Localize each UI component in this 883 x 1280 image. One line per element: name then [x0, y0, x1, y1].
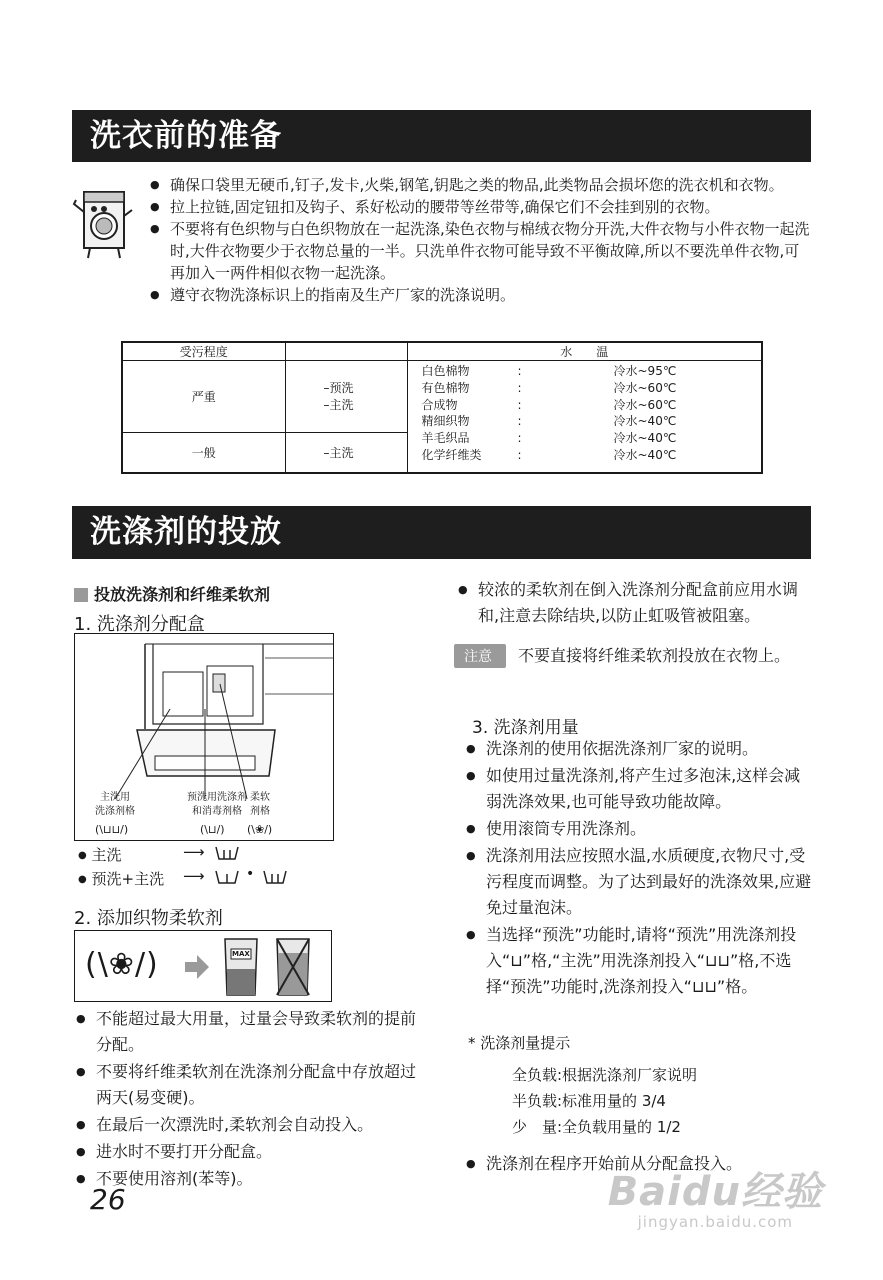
section-title: 洗衣前的准备 — [90, 118, 282, 154]
softener-dilute-list — [458, 577, 813, 630]
baidu-watermark — [608, 1160, 823, 1231]
main-wash-tray-icon — [214, 845, 240, 861]
label-main-wash-compartment: 主洗用 洗涤剂格 — [95, 792, 135, 817]
dispenser-drawer-figure — [74, 633, 334, 841]
fabric-temp: 冷水~60℃ — [613, 397, 677, 412]
step-2-title: 2. 添加织物柔软剂 — [74, 908, 223, 929]
mode-mainwash: –主洗 — [323, 397, 354, 412]
mode-normal: –主洗 — [285, 433, 407, 474]
prewash-main-row: ● 预洗+主洗 — [78, 870, 165, 888]
section-header-detergent — [72, 506, 811, 558]
fabric-sep: : — [517, 431, 522, 446]
detergent-tip-lines — [512, 1062, 697, 1140]
page-number: 26 — [90, 1183, 126, 1216]
main-wash-label: 主洗 — [91, 846, 122, 864]
label-prewash-compartment: 预洗用洗涤剂 和消毒剂格 — [187, 792, 247, 817]
fabric-sep: : — [517, 414, 522, 429]
prewash-tray-icon — [214, 869, 240, 885]
sub-heading-text: 投放洗涤剂和纤维柔软剂 — [94, 585, 271, 604]
tip-line: 半负载:标准用量的 3/4 — [512, 1092, 666, 1110]
softener-symbol: (\❀/) — [85, 947, 159, 982]
arrow-icon: ⟶ — [183, 843, 205, 861]
softener-notes-list — [76, 1006, 426, 1193]
main-wash-row: ● 主洗 — [78, 846, 122, 864]
over-max-cup-crossed-icon — [273, 935, 313, 999]
caution-text: 不要直接将纤维柔软剂投放在衣物上。 — [518, 646, 791, 665]
fabric-temp: 冷水~95℃ — [613, 364, 677, 378]
list-item: ● 不要使用溶剂(苯等)。 — [76, 1166, 426, 1192]
preparation-list — [150, 174, 810, 306]
soil-level-heavy: 严重 — [122, 361, 285, 433]
list-item: ● 洗涤剂用法应按照水温,水质硬度,衣物尺寸,受污程度而调整。为了达到最好的洗涤效果,应避免过量泡沫。 — [466, 843, 812, 921]
fabric-name: 合成物 — [421, 397, 458, 412]
max-level-cup-icon — [221, 935, 261, 999]
square-bullet-icon — [74, 588, 88, 602]
washing-machine-mascot-icon — [70, 182, 136, 262]
mode-prewash: –预洗 — [323, 380, 354, 395]
caution-badge: 注意 — [454, 644, 506, 668]
mode-heavy — [285, 361, 407, 433]
list-item: ● 不能超过最大用量，过量会导致柔软剂的提前分配。 — [76, 1006, 426, 1058]
fabric-name: 羊毛织品 — [421, 431, 470, 446]
label-softener-compartment: 柔软 剂格 — [250, 792, 270, 817]
tip-line: 少 量:全负载用量的 1/2 — [512, 1118, 681, 1136]
watermark-url: jingyan.baidu.com — [637, 1213, 794, 1231]
main-wash-tray-icon — [262, 869, 288, 885]
list-item: ● 洗涤剂在程序开始前从分配盒投入。 — [466, 1151, 812, 1177]
fabric-temp: 冷水~40℃ — [613, 414, 677, 429]
step-1-title: 1. 洗涤剂分配盒 — [74, 614, 205, 635]
list-item: ● 如使用过量洗涤剂,将产生过多泡沫,这样会减弱洗涤效果,也可能导致功能故障。 — [466, 763, 812, 815]
sub-heading — [74, 582, 270, 605]
list-item: ● 洗涤剂的使用依据洗涤剂厂家的说明。 — [466, 736, 812, 762]
list-item: ● 不要将有色织物与白色织物放在一起洗涤,染色衣物与棉绒衣物分开洗,大件衣物与小件衣物一起洗时,大件衣物要少于衣物总量的一半。只洗单件衣物可能导致不平衡故障,所以不要洗单件衣物,可再加入一两件相似衣物一起洗涤。 — [150, 218, 810, 284]
step-3-title: 3. 洗涤剂用量 — [472, 718, 579, 738]
divider — [72, 557, 811, 559]
list-item: ● 不要将纤维柔软剂在洗涤剂分配盒中存放超过两天(易变硬)。 — [76, 1059, 426, 1111]
fabric-temp: 冷水~60℃ — [613, 380, 677, 395]
list-item: ● 在最后一次漂洗时,柔软剂会自动投入。 — [76, 1112, 426, 1138]
fabric-name: 化学纤维类 — [421, 447, 482, 462]
dot-separator: • — [246, 866, 255, 882]
fabric-sep: : — [517, 364, 522, 378]
header-soil-level: 受污程度 — [122, 342, 285, 361]
fabric-name: 有色棉物 — [421, 380, 470, 395]
arrow-icon: ⟶ — [183, 867, 205, 885]
list-item: ● 较浓的柔软剂在倒入洗涤剂分配盒前应用水调和,注意去除结块,以防止虹吸管被阻塞。 — [458, 577, 813, 629]
list-item: ● 确保口袋里无硬币,钉子,发卡,火柴,钢笔,钥匙之类的物品,此类物品会损坏您的洗衣机和衣物。 — [150, 174, 810, 196]
list-item: ● 拉上拉链,固定钮扣及钩子、系好松动的腰带等丝带等,确保它们不会挂到别的衣物。 — [150, 196, 810, 218]
watermark-logo: Baidu经验 — [607, 1169, 823, 1215]
tip-line: 全负载:根据洗涤剂厂家说明 — [512, 1066, 698, 1084]
section-title: 洗涤剂的投放 — [90, 514, 282, 550]
list-item: ● 使用滚筒专用洗涤剂。 — [466, 816, 812, 842]
prewash-main-label: 预洗+主洗 — [91, 870, 165, 888]
list-item: ● 当选择“预洗”功能时,请将“预洗”用洗涤剂投入“⊔”格,“主洗”用洗涤剂投入“⊔⊔”格,不选择“预洗”功能时,洗涤剂投入“⊔⊔”格。 — [466, 922, 812, 1000]
soil-level-normal: 一般 — [122, 433, 285, 474]
list-item: ● 遵守衣物洗涤标识上的指南及生产厂家的洗涤说明。 — [150, 284, 810, 306]
max-label: MAX — [232, 950, 250, 958]
symbol-softener: (\❀/) — [247, 823, 273, 836]
detergent-amount-list — [466, 736, 812, 1001]
symbol-prewash: (\⊔/) — [200, 823, 225, 836]
fabric-sep: : — [517, 447, 522, 462]
section-header-preparation — [72, 110, 811, 162]
right-arrow-icon — [183, 953, 211, 981]
symbol-main-wash: (\⊔⊔/) — [95, 823, 129, 836]
header-water-temp: 水 温 — [407, 342, 762, 361]
water-temperature-table — [121, 341, 763, 474]
caution-note — [454, 643, 790, 668]
fabric-sep: : — [517, 397, 522, 412]
fabric-sep: : — [517, 380, 522, 395]
list-item: ● 进水时不要打开分配盒。 — [76, 1139, 426, 1165]
softener-figure — [74, 930, 332, 1002]
fabric-temp: 冷水~40℃ — [613, 431, 677, 446]
fabric-temp: 冷水~40℃ — [613, 447, 677, 462]
fabric-temp-list — [407, 361, 762, 474]
header-blank — [285, 342, 407, 361]
detergent-tip-title: * 洗涤剂量提示 — [468, 1034, 571, 1052]
fabric-name: 白色棉物 — [421, 364, 470, 378]
fabric-name: 精细织物 — [421, 414, 470, 429]
